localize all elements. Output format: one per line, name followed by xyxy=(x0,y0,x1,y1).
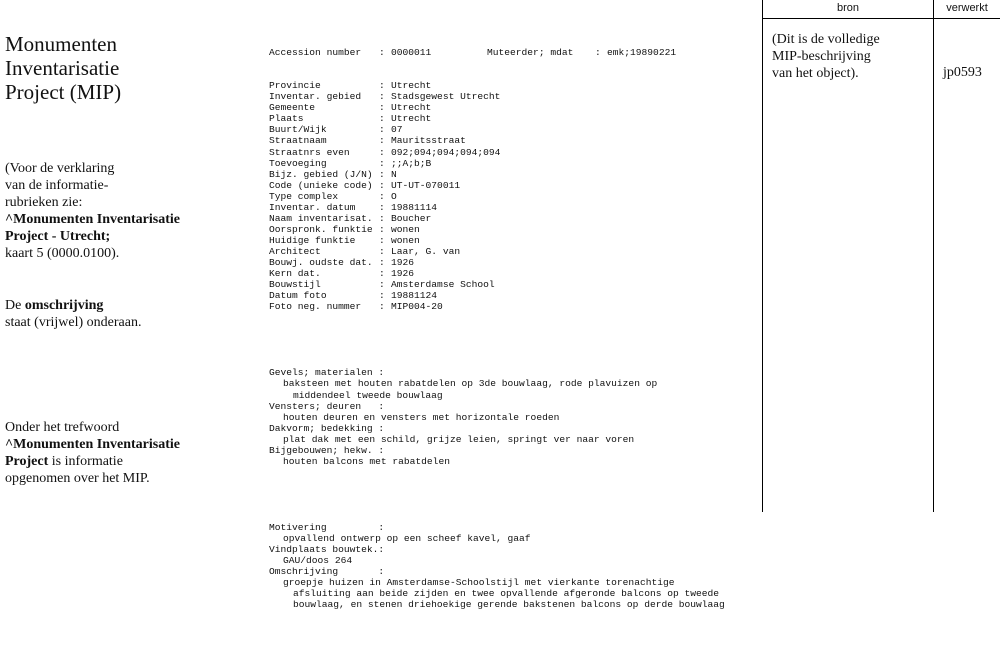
record-field-row xyxy=(269,124,749,135)
field-sep: : xyxy=(379,80,385,92)
field-sep: : xyxy=(379,179,385,191)
field-value: Boucher xyxy=(391,212,432,224)
field-sep: : xyxy=(379,290,385,302)
section-text-line: GAU/doos 264 xyxy=(283,555,353,567)
section-text-line: baksteen met houten rabatdelen op 3de bouwlaag, rode plavuizen op xyxy=(283,378,658,390)
field-value: 1926 xyxy=(391,256,415,268)
field-sep: : xyxy=(379,124,385,136)
section-text-line: middendeel tweede bouwlaag xyxy=(293,389,443,401)
bron-line: MIP-beschrijving xyxy=(772,49,871,64)
reference-link[interactable]: ^Monumenten Inventarisatie xyxy=(5,437,180,452)
muteerder-value: emk;19890221 xyxy=(607,47,677,59)
section-heading: Vindplaats bouwtek.: xyxy=(269,544,385,556)
muteerder-label: Muteerder; mdat xyxy=(487,47,574,59)
section-text-line: houten deuren en vensters met horizontale roeden xyxy=(283,411,560,423)
field-label: Gemeente xyxy=(269,102,316,114)
record-field-row xyxy=(269,180,749,191)
record-field-row xyxy=(269,113,749,124)
field-sep: : xyxy=(379,234,385,246)
section-text-line: bouwlaag, en stenen driehoekige gerende bakstenen balcons op derde bouwlaag xyxy=(293,599,725,611)
note-line: kaart 5 (0000.0100). xyxy=(5,246,120,261)
bron-line: van het object). xyxy=(772,66,859,81)
field-label: Type complex xyxy=(269,190,339,202)
verwerkt-header: verwerkt xyxy=(946,2,988,14)
field-label: Buurt/Wijk xyxy=(269,124,327,136)
field-value: wonen xyxy=(391,234,420,246)
record-field-row xyxy=(269,147,749,158)
field-value: wonen xyxy=(391,223,420,235)
record-field-row xyxy=(269,213,749,224)
record-field-row xyxy=(269,257,749,268)
record-field-row xyxy=(269,91,749,102)
field-label: Architect xyxy=(269,245,321,257)
field-label: Code (unieke code) xyxy=(269,179,373,191)
field-sep: : xyxy=(379,102,385,114)
field-sep: : xyxy=(379,201,385,213)
section-heading: Vensters; deuren : xyxy=(269,400,385,412)
section-text-line: groepje huizen in Amsterdamse-Schoolstijl met vierkante torenachtige xyxy=(283,577,675,589)
title-line: Inventarisatie xyxy=(5,56,120,80)
field-sep: : xyxy=(379,256,385,268)
bron-cell xyxy=(772,31,932,82)
field-value: Utrecht xyxy=(391,113,432,125)
record-header-row xyxy=(269,47,749,58)
record-field-row xyxy=(269,268,749,279)
field-value: Mauritsstraat xyxy=(391,135,466,147)
field-label: Datum foto xyxy=(269,290,327,302)
note-line: Onder het trefwoord xyxy=(5,420,120,435)
field-value: Utrecht xyxy=(391,80,432,92)
record-field-row xyxy=(269,169,749,180)
field-label: Plaats xyxy=(269,113,304,125)
field-sep: : xyxy=(379,212,385,224)
record-field-row xyxy=(269,102,749,113)
rubrieken-note xyxy=(5,160,180,262)
field-label: Oorspronk. funktie xyxy=(269,223,373,235)
field-sep: : xyxy=(379,47,385,59)
field-sep: : xyxy=(379,223,385,235)
record-field-row xyxy=(269,290,749,301)
field-value: 07 xyxy=(391,124,403,136)
field-label: Foto neg. nummer xyxy=(269,301,362,313)
field-value: UT-UT-070011 xyxy=(391,179,461,191)
omschrijving-note xyxy=(5,297,141,331)
section-text-line: afsluiting aan beide zijden en twee opvallende afgeronde balcons op tweede xyxy=(293,588,720,600)
section-heading: Motivering : xyxy=(269,522,385,534)
mip-record xyxy=(269,25,749,621)
reference-link[interactable]: ^Monumenten Inventarisatie xyxy=(5,212,180,227)
column-divider xyxy=(933,0,934,512)
field-label: Huidige funktie xyxy=(269,234,356,246)
field-sep: : xyxy=(379,157,385,169)
note-line: rubrieken zie: xyxy=(5,195,83,210)
field-label: Toevoeging xyxy=(269,157,327,169)
record-field-row xyxy=(269,191,749,202)
field-label: Inventar. datum xyxy=(269,201,356,213)
field-value: N xyxy=(391,168,397,180)
record-field-row xyxy=(269,279,749,290)
note-line: staat (vrijwel) onderaan. xyxy=(5,315,142,330)
section-text-line: houten balcons met rabatdelen xyxy=(283,455,450,467)
header-rule xyxy=(762,18,1000,19)
record-field-row xyxy=(269,301,749,312)
record-field-row xyxy=(269,224,749,235)
note-line: van de informatie- xyxy=(5,178,109,193)
field-value: 19881114 xyxy=(391,201,438,213)
field-sep: : xyxy=(379,146,385,158)
field-label: Naam inventarisat. xyxy=(269,212,373,224)
field-value: Laar, G. van xyxy=(391,245,461,257)
record-field-row xyxy=(269,202,749,213)
field-value: Stadsgewest Utrecht xyxy=(391,91,501,103)
field-value: 0000011 xyxy=(391,47,432,59)
title-line: Monumenten xyxy=(5,32,117,56)
column-divider xyxy=(762,0,763,512)
field-label: Bouwstijl xyxy=(269,279,321,291)
title-line: Project (MIP) xyxy=(5,80,122,104)
note-line: (Voor de verklaring xyxy=(5,161,115,176)
bron-header: bron xyxy=(836,2,860,14)
field-value: O xyxy=(391,190,397,202)
field-sep: : xyxy=(379,245,385,257)
field-value: MIP004-20 xyxy=(391,301,443,313)
field-value: ;;A;b;B xyxy=(391,157,432,169)
note-line: opgenomen over het MIP. xyxy=(5,471,150,486)
section-text-line: plat dak met een schild, grijze leien, springt ver naar voren xyxy=(283,433,635,445)
field-sep: : xyxy=(379,168,385,180)
mip-title xyxy=(5,32,121,104)
record-sections-1 xyxy=(269,367,749,466)
field-label: Inventar. gebied xyxy=(269,91,362,103)
record-fields xyxy=(269,80,749,312)
section-heading: Omschrijving : xyxy=(269,566,385,578)
field-label: Kern dat. xyxy=(269,268,321,280)
field-label: Bouwj. oudste dat. xyxy=(269,256,373,268)
field-value: Utrecht xyxy=(391,102,432,114)
field-value: 1926 xyxy=(391,268,415,280)
field-sep: : xyxy=(379,113,385,125)
record-sections-2 xyxy=(269,522,749,610)
field-value: Amsterdamse School xyxy=(391,279,495,291)
reference-link-cont[interactable]: Project - Utrecht; xyxy=(5,229,111,244)
field-value: 092;094;094;094;094 xyxy=(391,146,501,158)
field-sep: : xyxy=(379,190,385,202)
note-bold: omschrijving xyxy=(24,298,104,313)
field-label: Accession number xyxy=(269,47,362,59)
field-value: 19881124 xyxy=(391,290,438,302)
note-text: De xyxy=(5,298,25,313)
field-sep: : xyxy=(379,91,385,103)
section-text-line: opvallend ontwerp op een scheef kavel, gaaf xyxy=(283,533,531,545)
bron-line: (Dit is de volledige xyxy=(772,32,880,47)
record-field-row xyxy=(269,135,749,146)
field-sep: : xyxy=(379,268,385,280)
field-sep: : xyxy=(379,135,385,147)
section-heading: Bijgebouwen; hekw. : xyxy=(269,444,385,456)
section-heading: Gevels; materialen : xyxy=(269,367,385,379)
field-label: Bijz. gebied (J/N) xyxy=(269,168,373,180)
reference-link-cont[interactable]: Project xyxy=(5,454,49,469)
field-sep: : xyxy=(379,279,385,291)
field-label: Provincie xyxy=(269,80,321,92)
trefwoord-note xyxy=(5,419,180,487)
field-sep: : xyxy=(379,301,385,313)
verwerkt-code: jp0593 xyxy=(943,65,982,80)
record-field-row xyxy=(269,235,749,246)
field-sep: : xyxy=(595,47,601,59)
record-field-row xyxy=(269,80,749,91)
record-field-row xyxy=(269,246,749,257)
field-label: Straatnrs even xyxy=(269,146,350,158)
record-field-row xyxy=(269,158,749,169)
field-label: Straatnaam xyxy=(269,135,327,147)
section-heading: Dakvorm; bedekking : xyxy=(269,422,385,434)
note-text: is informatie xyxy=(48,454,123,469)
source-table xyxy=(762,0,1000,512)
